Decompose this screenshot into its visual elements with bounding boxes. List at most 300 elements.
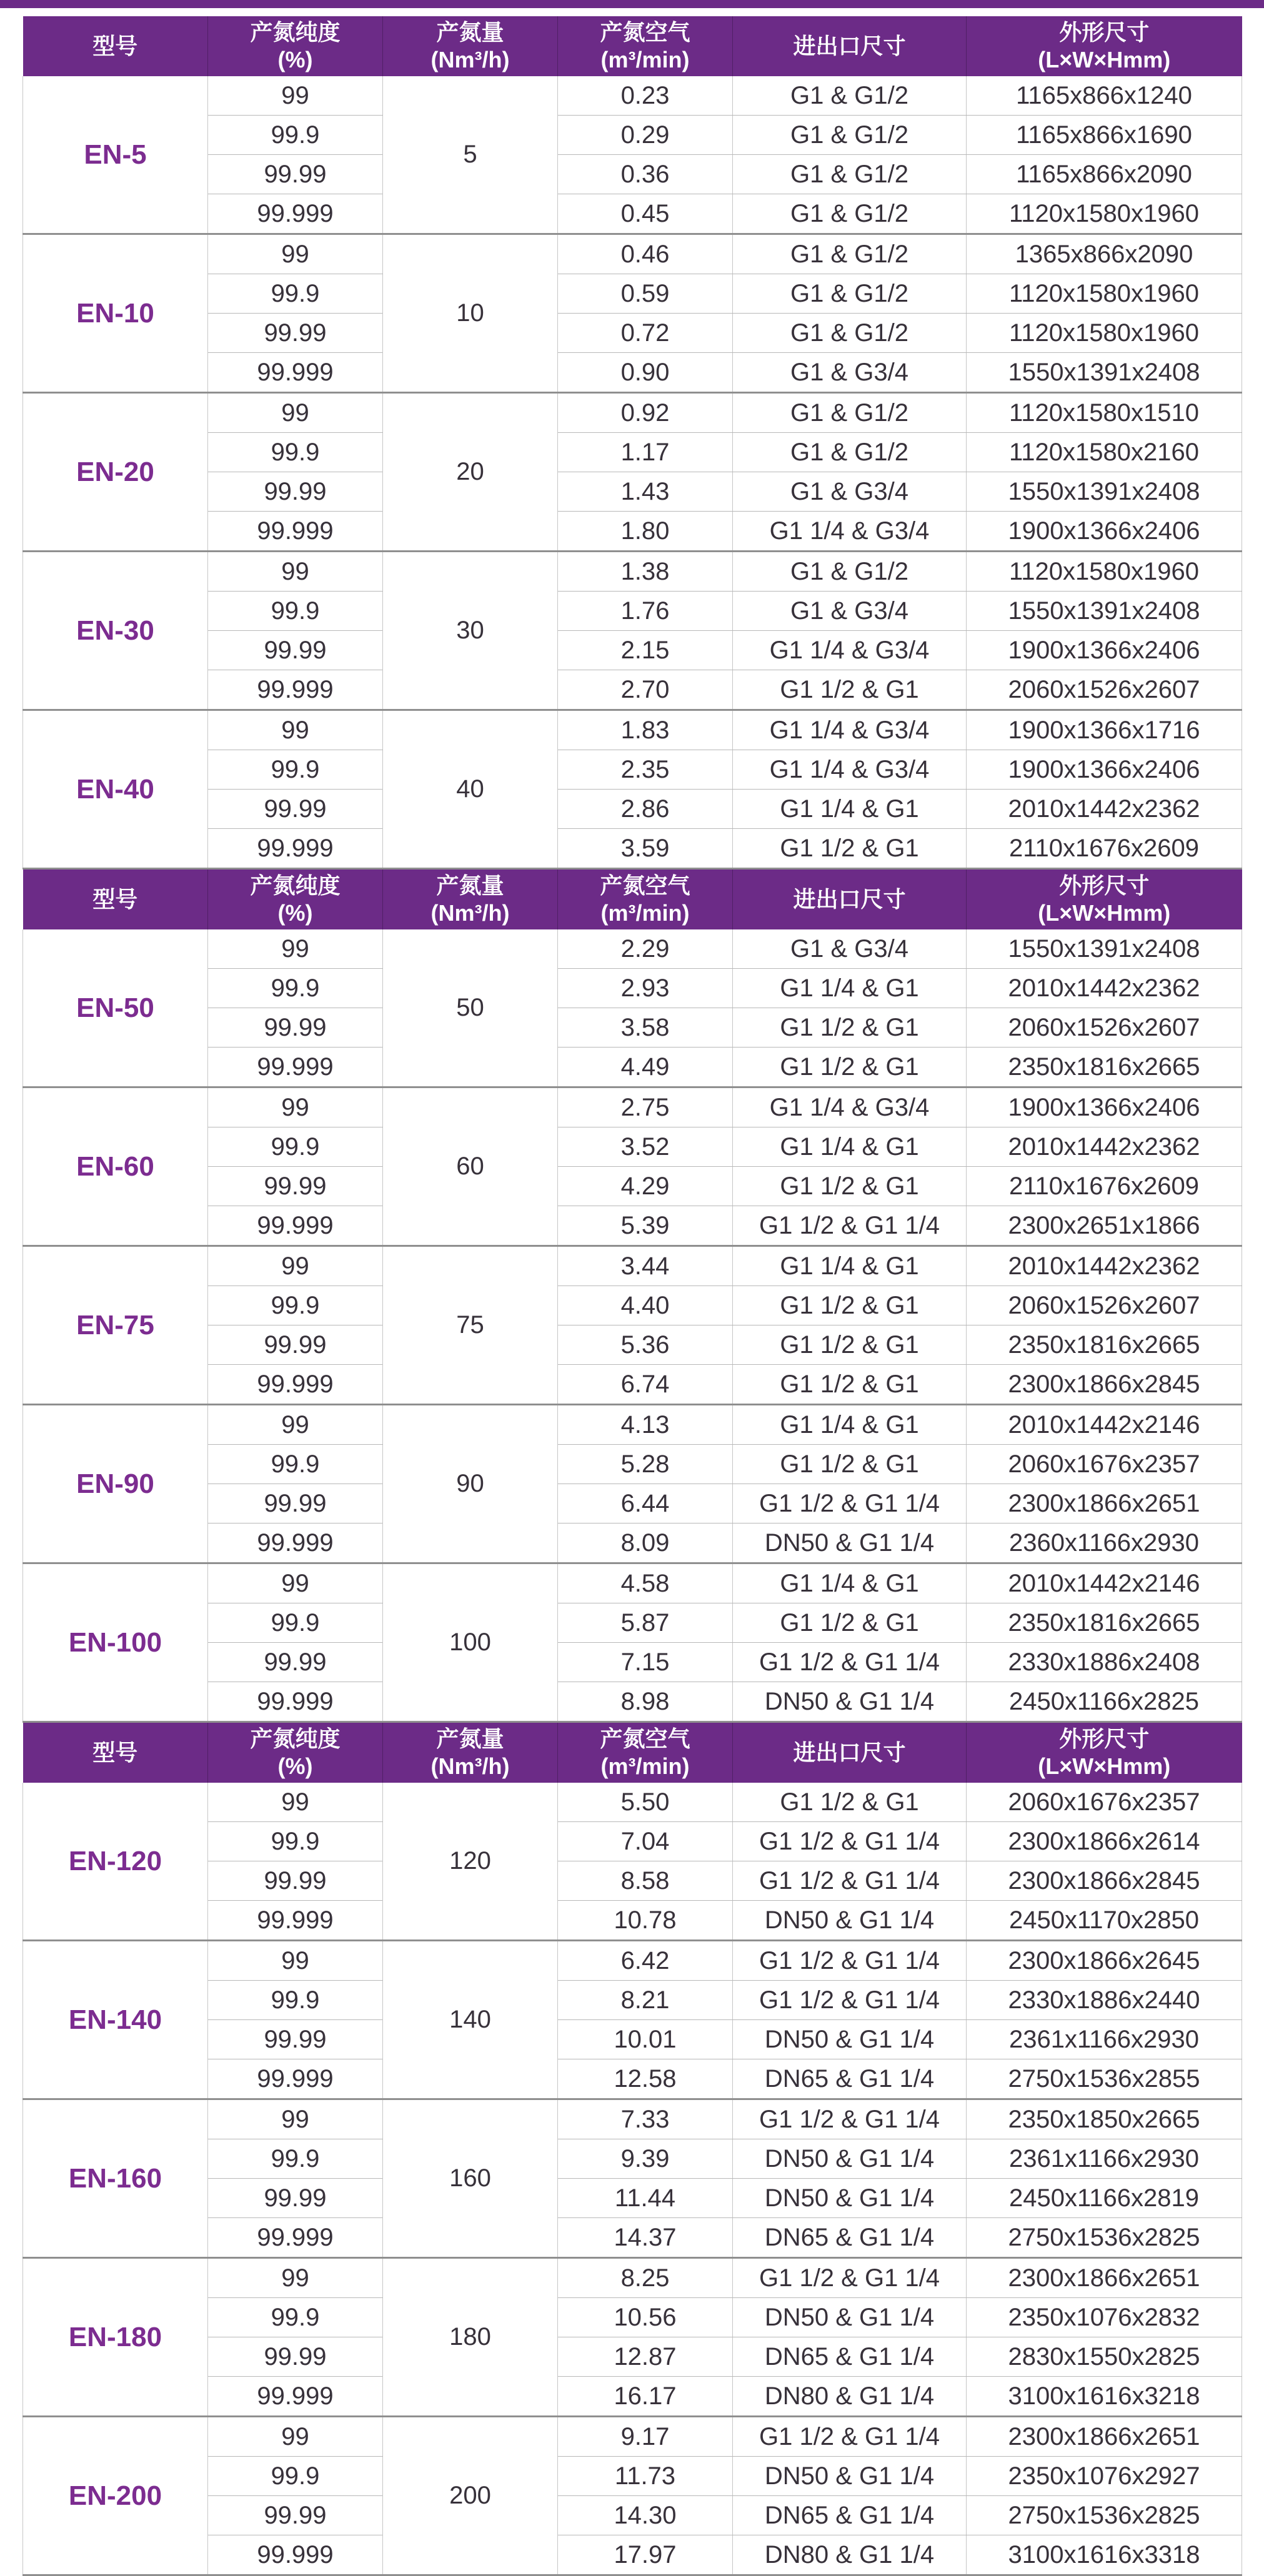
column-header-unit: (m³/min) [600, 47, 690, 72]
dimensions-cell: 2010x1442x2362 [967, 1127, 1242, 1167]
inlet-outlet-size-cell: DN50 & G1 1/4 [733, 1682, 967, 1722]
dimensions-cell: 1550x1391x2408 [967, 929, 1242, 969]
air-consumption-cell: 8.98 [558, 1682, 733, 1722]
spec-row [23, 1563, 1242, 1603]
column-header [558, 869, 733, 930]
inlet-outlet-size-cell: G1 1/4 & G3/4 [733, 1087, 967, 1127]
inlet-outlet-size-cell: G1 & G1/2 [733, 155, 967, 194]
air-consumption-cell: 4.49 [558, 1048, 733, 1087]
dimensions-cell: 2060x1526x2607 [967, 1286, 1242, 1325]
column-header [383, 16, 558, 76]
air-consumption-cell: 0.29 [558, 116, 733, 155]
column-header-title: 产氮空气 [600, 1726, 690, 1751]
air-consumption-cell: 12.87 [558, 2337, 733, 2377]
air-consumption-cell: 8.21 [558, 1981, 733, 2020]
inlet-outlet-size-cell: G1 1/2 & G1 1/4 [733, 1981, 967, 2020]
air-consumption-cell: 3.44 [558, 1246, 733, 1286]
air-consumption-cell: 1.43 [558, 472, 733, 512]
purity-cell: 99 [208, 552, 383, 592]
model-cell: EN-140 [23, 1941, 208, 2099]
air-consumption-cell: 2.35 [558, 750, 733, 790]
inlet-outlet-size-cell: G1 1/2 & G1 1/4 [733, 1206, 967, 1246]
dimensions-cell: 2750x1536x2825 [967, 2218, 1242, 2258]
inlet-outlet-size-cell: G1 1/2 & G1 1/4 [733, 1484, 967, 1523]
air-consumption-cell: 10.78 [558, 1901, 733, 1941]
column-header [23, 869, 208, 930]
purity-cell: 99.9 [208, 1603, 383, 1643]
air-consumption-cell: 17.97 [558, 2535, 733, 2575]
dimensions-cell: 1900x1366x2406 [967, 512, 1242, 552]
capacity-cell: 75 [383, 1246, 558, 1405]
inlet-outlet-size-cell: G1 1/4 & G1 [733, 1563, 967, 1603]
column-header [208, 869, 383, 930]
dimensions-cell: 3100x1616x3218 [967, 2377, 1242, 2417]
inlet-outlet-size-cell: DN50 & G1 1/4 [733, 2298, 967, 2337]
purity-cell: 99 [208, 710, 383, 750]
purity-cell: 99.99 [208, 2496, 383, 2535]
air-consumption-cell: 3.59 [558, 829, 733, 869]
model-cell: EN-200 [23, 2417, 208, 2575]
air-consumption-cell: 0.23 [558, 76, 733, 116]
column-header [383, 1722, 558, 1783]
purity-cell: 99 [208, 393, 383, 433]
spec-row [23, 393, 1242, 433]
capacity-cell: 50 [383, 929, 558, 1087]
model-cell: EN-180 [23, 2258, 208, 2417]
column-header-title: 产氮量 [436, 873, 504, 898]
inlet-outlet-size-cell: G1 1/2 & G1 1/4 [733, 1822, 967, 1861]
dimensions-cell: 2300x2651x1866 [967, 1206, 1242, 1246]
inlet-outlet-size-cell: G1 1/2 & G1 [733, 1008, 967, 1048]
dimensions-cell: 2010x1442x2362 [967, 969, 1242, 1008]
purity-cell: 99.999 [208, 1365, 383, 1405]
purity-cell: 99 [208, 2417, 383, 2457]
purity-cell: 99.999 [208, 829, 383, 869]
purity-cell: 99.9 [208, 1445, 383, 1484]
inlet-outlet-size-cell: G1 1/2 & G1 1/4 [733, 1861, 967, 1901]
inlet-outlet-size-cell: G1 & G1/2 [733, 433, 967, 472]
dimensions-cell: 2350x1850x2665 [967, 2099, 1242, 2139]
air-consumption-cell: 7.04 [558, 1822, 733, 1861]
column-header [733, 1722, 967, 1783]
air-consumption-cell: 9.39 [558, 2139, 733, 2179]
dimensions-cell: 2300x1866x2614 [967, 1822, 1242, 1861]
air-consumption-cell: 5.39 [558, 1206, 733, 1246]
inlet-outlet-size-cell: G1 1/2 & G1 1/4 [733, 2258, 967, 2298]
section-header-row [23, 1722, 1242, 1783]
air-consumption-cell: 8.25 [558, 2258, 733, 2298]
spec-row [23, 1405, 1242, 1445]
air-consumption-cell: 10.01 [558, 2020, 733, 2059]
column-header-title: 型号 [92, 33, 138, 59]
dimensions-cell: 1365x866x2090 [967, 234, 1242, 274]
dimensions-cell: 1165x866x1690 [967, 116, 1242, 155]
column-header-unit: (m³/min) [600, 1753, 690, 1779]
inlet-outlet-size-cell: DN65 & G1 1/4 [733, 2218, 967, 2258]
spec-row [23, 552, 1242, 592]
dimensions-cell: 2060x1676x2357 [967, 1445, 1242, 1484]
purity-cell: 99.99 [208, 314, 383, 353]
air-consumption-cell: 3.58 [558, 1008, 733, 1048]
inlet-outlet-size-cell: G1 1/2 & G1 [733, 670, 967, 710]
air-consumption-cell: 11.73 [558, 2457, 733, 2496]
purity-cell: 99.99 [208, 155, 383, 194]
inlet-outlet-size-cell: DN50 & G1 1/4 [733, 2179, 967, 2218]
spec-row [23, 710, 1242, 750]
dimensions-cell: 2300x1866x2845 [967, 1861, 1242, 1901]
purity-cell: 99.99 [208, 2179, 383, 2218]
capacity-cell: 180 [383, 2258, 558, 2417]
air-consumption-cell: 2.93 [558, 969, 733, 1008]
purity-cell: 99.999 [208, 1523, 383, 1563]
inlet-outlet-size-cell: G1 & G3/4 [733, 472, 967, 512]
air-consumption-cell: 12.58 [558, 2059, 733, 2099]
inlet-outlet-size-cell: G1 & G1/2 [733, 274, 967, 314]
capacity-cell: 20 [383, 393, 558, 552]
inlet-outlet-size-cell: G1 1/4 & G3/4 [733, 710, 967, 750]
column-header-unit: (m³/min) [600, 900, 690, 926]
dimensions-cell: 2350x1816x2665 [967, 1325, 1242, 1365]
dimensions-cell: 2330x1886x2408 [967, 1643, 1242, 1682]
model-block-en-50 [23, 929, 1242, 1087]
purity-cell: 99.9 [208, 1286, 383, 1325]
dimensions-cell: 1900x1366x2406 [967, 1087, 1242, 1127]
model-block-en-160 [23, 2099, 1242, 2258]
purity-cell: 99.9 [208, 116, 383, 155]
inlet-outlet-size-cell: G1 1/4 & G1 [733, 1405, 967, 1445]
air-consumption-cell: 4.40 [558, 1286, 733, 1325]
nitrogen-generator-spec-table [22, 16, 1242, 2576]
purity-cell: 99.999 [208, 1206, 383, 1246]
dimensions-cell: 1120x1580x1960 [967, 314, 1242, 353]
inlet-outlet-size-cell: G1 1/4 & G1 [733, 790, 967, 829]
purity-cell: 99 [208, 1783, 383, 1822]
air-consumption-cell: 7.15 [558, 1643, 733, 1682]
inlet-outlet-size-cell: G1 & G1/2 [733, 234, 967, 274]
model-cell: EN-20 [23, 393, 208, 552]
column-header [967, 1722, 1242, 1783]
inlet-outlet-size-cell: G1 1/2 & G1 [733, 1167, 967, 1206]
dimensions-cell: 2300x1866x2651 [967, 2258, 1242, 2298]
model-block-en-30 [23, 552, 1242, 710]
dimensions-cell: 1900x1366x2406 [967, 631, 1242, 670]
model-block-en-5 [23, 76, 1242, 234]
inlet-outlet-size-cell: DN80 & G1 1/4 [733, 2377, 967, 2417]
inlet-outlet-size-cell: DN80 & G1 1/4 [733, 2535, 967, 2575]
dimensions-cell: 2750x1536x2855 [967, 2059, 1242, 2099]
inlet-outlet-size-cell: G1 1/4 & G3/4 [733, 631, 967, 670]
column-header-title: 产氮空气 [600, 19, 690, 45]
model-cell: EN-40 [23, 710, 208, 869]
dimensions-cell: 2450x1166x2825 [967, 1682, 1242, 1722]
model-block-en-180 [23, 2258, 1242, 2417]
inlet-outlet-size-cell: DN65 & G1 1/4 [733, 2337, 967, 2377]
spec-row [23, 1783, 1242, 1822]
dimensions-cell: 2300x1866x2645 [967, 1941, 1242, 1981]
inlet-outlet-size-cell: G1 & G1/2 [733, 116, 967, 155]
air-consumption-cell: 7.33 [558, 2099, 733, 2139]
inlet-outlet-size-cell: G1 1/2 & G1 [733, 1286, 967, 1325]
dimensions-cell: 2060x1526x2607 [967, 670, 1242, 710]
air-consumption-cell: 1.83 [558, 710, 733, 750]
capacity-cell: 40 [383, 710, 558, 869]
dimensions-cell: 2350x1076x2832 [967, 2298, 1242, 2337]
dimensions-cell: 2060x1526x2607 [967, 1008, 1242, 1048]
top-accent-bar [0, 0, 1264, 8]
dimensions-cell: 2010x1442x2362 [967, 1246, 1242, 1286]
air-consumption-cell: 5.50 [558, 1783, 733, 1822]
column-header-title: 产氮量 [436, 1726, 504, 1751]
air-consumption-cell: 6.74 [558, 1365, 733, 1405]
column-header [383, 869, 558, 930]
purity-cell: 99.999 [208, 2535, 383, 2575]
model-block-en-60 [23, 1087, 1242, 1246]
spec-row [23, 2417, 1242, 2457]
air-consumption-cell: 1.76 [558, 592, 733, 631]
dimensions-cell: 2750x1536x2825 [967, 2496, 1242, 2535]
model-block-en-20 [23, 393, 1242, 552]
purity-cell: 99.9 [208, 2139, 383, 2179]
column-header [967, 869, 1242, 930]
inlet-outlet-size-cell: G1 1/2 & G1 [733, 1445, 967, 1484]
purity-cell: 99 [208, 2099, 383, 2139]
purity-cell: 99.99 [208, 1484, 383, 1523]
air-consumption-cell: 2.29 [558, 929, 733, 969]
dimensions-cell: 2330x1886x2440 [967, 1981, 1242, 2020]
purity-cell: 99.999 [208, 2377, 383, 2417]
inlet-outlet-size-cell: G1 1/2 & G1 1/4 [733, 2099, 967, 2139]
purity-cell: 99.9 [208, 433, 383, 472]
air-consumption-cell: 2.70 [558, 670, 733, 710]
model-cell: EN-10 [23, 234, 208, 393]
capacity-cell: 200 [383, 2417, 558, 2575]
spec-row [23, 76, 1242, 116]
spec-row [23, 1941, 1242, 1981]
air-consumption-cell: 1.80 [558, 512, 733, 552]
purity-cell: 99 [208, 234, 383, 274]
dimensions-cell: 2300x1866x2651 [967, 2417, 1242, 2457]
purity-cell: 99 [208, 76, 383, 116]
inlet-outlet-size-cell: G1 & G1/2 [733, 76, 967, 116]
inlet-outlet-size-cell: G1 1/2 & G1 [733, 1365, 967, 1405]
air-consumption-cell: 4.29 [558, 1167, 733, 1206]
inlet-outlet-size-cell: G1 1/4 & G1 [733, 969, 967, 1008]
air-consumption-cell: 11.44 [558, 2179, 733, 2218]
dimensions-cell: 2350x1816x2665 [967, 1048, 1242, 1087]
inlet-outlet-size-cell: G1 & G1/2 [733, 552, 967, 592]
inlet-outlet-size-cell: G1 1/2 & G1 [733, 829, 967, 869]
model-cell: EN-30 [23, 552, 208, 710]
dimensions-cell: 2361x1166x2930 [967, 2020, 1242, 2059]
purity-cell: 99.9 [208, 750, 383, 790]
column-header-title: 型号 [92, 886, 138, 912]
air-consumption-cell: 16.17 [558, 2377, 733, 2417]
section-header-row [23, 869, 1242, 930]
purity-cell: 99.9 [208, 1127, 383, 1167]
air-consumption-cell: 4.13 [558, 1405, 733, 1445]
air-consumption-cell: 5.28 [558, 1445, 733, 1484]
capacity-cell: 120 [383, 1783, 558, 1941]
column-header-title: 型号 [92, 1740, 138, 1765]
air-consumption-cell: 0.45 [558, 194, 733, 234]
purity-cell: 99 [208, 929, 383, 969]
purity-cell: 99.99 [208, 1167, 383, 1206]
purity-cell: 99.999 [208, 670, 383, 710]
column-header-unit: (L×W×Hmm) [1038, 47, 1171, 72]
inlet-outlet-size-cell: G1 1/4 & G3/4 [733, 512, 967, 552]
column-header [23, 1722, 208, 1783]
dimensions-cell: 2110x1676x2609 [967, 1167, 1242, 1206]
purity-cell: 99 [208, 2258, 383, 2298]
column-header-unit: (%) [277, 1753, 313, 1779]
dimensions-cell: 3100x1616x3318 [967, 2535, 1242, 2575]
dimensions-cell: 2010x1442x2362 [967, 790, 1242, 829]
air-consumption-cell: 4.58 [558, 1563, 733, 1603]
dimensions-cell: 2830x1550x2825 [967, 2337, 1242, 2377]
air-consumption-cell: 14.30 [558, 2496, 733, 2535]
column-header-unit: (%) [277, 47, 313, 72]
dimensions-cell: 2350x1816x2665 [967, 1603, 1242, 1643]
dimensions-cell: 1120x1580x1960 [967, 552, 1242, 592]
column-header-title: 进出口尺寸 [793, 33, 906, 59]
air-consumption-cell: 5.36 [558, 1325, 733, 1365]
purity-cell: 99 [208, 1563, 383, 1603]
column-header-unit: (Nm³/h) [430, 900, 510, 926]
column-header-unit: (Nm³/h) [430, 1753, 510, 1779]
section-header-row [23, 16, 1242, 76]
purity-cell: 99.99 [208, 631, 383, 670]
column-header [558, 1722, 733, 1783]
air-consumption-cell: 0.46 [558, 234, 733, 274]
air-consumption-cell: 2.86 [558, 790, 733, 829]
dimensions-cell: 2360x1166x2930 [967, 1523, 1242, 1563]
purity-cell: 99.9 [208, 969, 383, 1008]
capacity-cell: 60 [383, 1087, 558, 1246]
purity-cell: 99.99 [208, 790, 383, 829]
inlet-outlet-size-cell: G1 1/4 & G1 [733, 1246, 967, 1286]
column-header [733, 16, 967, 76]
purity-cell: 99.9 [208, 274, 383, 314]
model-block-en-100 [23, 1563, 1242, 1722]
purity-cell: 99.9 [208, 1981, 383, 2020]
column-header-unit: (L×W×Hmm) [1038, 900, 1171, 926]
dimensions-cell: 1120x1580x1960 [967, 274, 1242, 314]
column-header-unit: (Nm³/h) [430, 47, 510, 72]
purity-cell: 99.99 [208, 472, 383, 512]
model-block-en-75 [23, 1246, 1242, 1405]
column-header [967, 16, 1242, 76]
model-block-en-120 [23, 1783, 1242, 1941]
purity-cell: 99.999 [208, 1901, 383, 1941]
purity-cell: 99 [208, 1941, 383, 1981]
spec-row [23, 1246, 1242, 1286]
column-header [208, 16, 383, 76]
spec-row [23, 234, 1242, 274]
model-block-en-40 [23, 710, 1242, 869]
inlet-outlet-size-cell: G1 1/2 & G1 [733, 1325, 967, 1365]
inlet-outlet-size-cell: DN50 & G1 1/4 [733, 2457, 967, 2496]
purity-cell: 99.99 [208, 1643, 383, 1682]
inlet-outlet-size-cell: G1 & G1/2 [733, 194, 967, 234]
purity-cell: 99.999 [208, 194, 383, 234]
capacity-cell: 30 [383, 552, 558, 710]
column-header [208, 1722, 383, 1783]
inlet-outlet-size-cell: DN65 & G1 1/4 [733, 2059, 967, 2099]
dimensions-cell: 2361x1166x2930 [967, 2139, 1242, 2179]
air-consumption-cell: 3.52 [558, 1127, 733, 1167]
air-consumption-cell: 8.58 [558, 1861, 733, 1901]
purity-cell: 99.99 [208, 1325, 383, 1365]
dimensions-cell: 1120x1580x2160 [967, 433, 1242, 472]
dimensions-cell: 2300x1866x2651 [967, 1484, 1242, 1523]
model-block-en-140 [23, 1941, 1242, 2099]
inlet-outlet-size-cell: G1 & G1/2 [733, 393, 967, 433]
air-consumption-cell: 0.36 [558, 155, 733, 194]
inlet-outlet-size-cell: G1 1/2 & G1 1/4 [733, 1941, 967, 1981]
capacity-cell: 5 [383, 76, 558, 234]
column-header-unit: (%) [277, 900, 313, 926]
capacity-cell: 160 [383, 2099, 558, 2258]
inlet-outlet-size-cell: DN50 & G1 1/4 [733, 1523, 967, 1563]
air-consumption-cell: 5.87 [558, 1603, 733, 1643]
purity-cell: 99.9 [208, 2298, 383, 2337]
air-consumption-cell: 14.37 [558, 2218, 733, 2258]
dimensions-cell: 1120x1580x1960 [967, 194, 1242, 234]
dimensions-cell: 1120x1580x1510 [967, 393, 1242, 433]
spec-row [23, 2099, 1242, 2139]
purity-cell: 99.999 [208, 512, 383, 552]
model-cell: EN-160 [23, 2099, 208, 2258]
inlet-outlet-size-cell: G1 1/4 & G3/4 [733, 750, 967, 790]
dimensions-cell: 2450x1166x2819 [967, 2179, 1242, 2218]
air-consumption-cell: 9.17 [558, 2417, 733, 2457]
model-block-en-90 [23, 1405, 1242, 1563]
air-consumption-cell: 1.38 [558, 552, 733, 592]
dimensions-cell: 1550x1391x2408 [967, 353, 1242, 393]
model-block-en-200 [23, 2417, 1242, 2575]
column-header-title: 产氮量 [436, 19, 504, 45]
purity-cell: 99 [208, 1087, 383, 1127]
model-cell: EN-50 [23, 929, 208, 1087]
spec-row [23, 1087, 1242, 1127]
model-cell: EN-120 [23, 1783, 208, 1941]
dimensions-cell: 2300x1866x2845 [967, 1365, 1242, 1405]
dimensions-cell: 1900x1366x2406 [967, 750, 1242, 790]
purity-cell: 99.99 [208, 1008, 383, 1048]
capacity-cell: 140 [383, 1941, 558, 2099]
inlet-outlet-size-cell: DN65 & G1 1/4 [733, 2496, 967, 2535]
column-header-title: 外形尺寸 [1059, 1726, 1150, 1751]
air-consumption-cell: 0.59 [558, 274, 733, 314]
column-header-title: 进出口尺寸 [793, 886, 906, 912]
model-cell: EN-5 [23, 76, 208, 234]
inlet-outlet-size-cell: DN50 & G1 1/4 [733, 1901, 967, 1941]
inlet-outlet-size-cell: DN50 & G1 1/4 [733, 2139, 967, 2179]
air-consumption-cell: 2.15 [558, 631, 733, 670]
purity-cell: 99.999 [208, 2059, 383, 2099]
air-consumption-cell: 0.90 [558, 353, 733, 393]
inlet-outlet-size-cell: G1 1/2 & G1 [733, 1783, 967, 1822]
model-cell: EN-60 [23, 1087, 208, 1246]
dimensions-cell: 2110x1676x2609 [967, 829, 1242, 869]
purity-cell: 99 [208, 1246, 383, 1286]
inlet-outlet-size-cell: G1 1/2 & G1 [733, 1603, 967, 1643]
dimensions-cell: 1550x1391x2408 [967, 592, 1242, 631]
column-header-title: 产氮纯度 [250, 873, 341, 898]
air-consumption-cell: 10.56 [558, 2298, 733, 2337]
air-consumption-cell: 8.09 [558, 1523, 733, 1563]
purity-cell: 99.999 [208, 353, 383, 393]
